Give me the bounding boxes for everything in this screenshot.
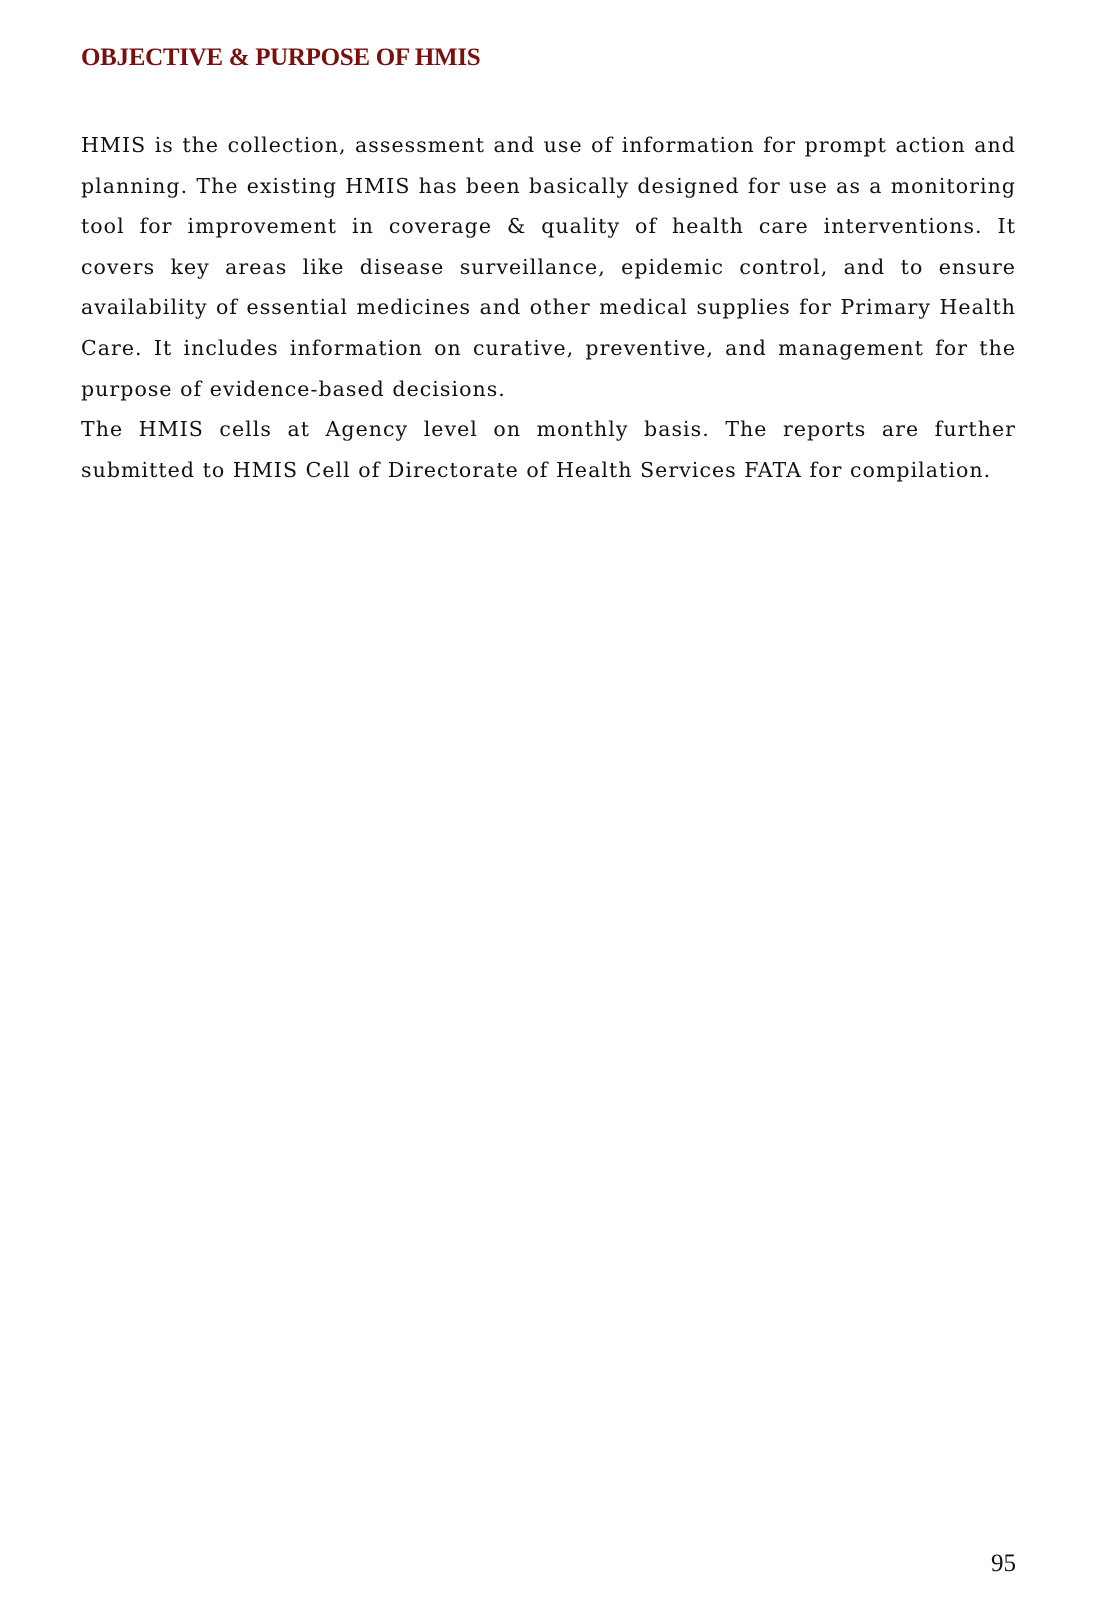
section-heading: OBJECTIVE & PURPOSE OF HMIS xyxy=(81,44,481,71)
body-text xyxy=(81,125,1016,490)
paragraph-hmis-reporting: The HMIS cells at Agency level on monthly basis. The reports are further submitted to HMIS Cell of Directorate of Health Services FATA for compilation. xyxy=(81,417,1016,482)
page-number: 95 xyxy=(991,1550,1016,1577)
paragraph-hmis-definition: HMIS is the collection, assessment and use of information for prompt action and planning. The existing HMIS has been basically designed for use as a monitoring tool for improvement in coverage & quality of health care interventions. It covers key areas like disease surveillance, epidemic control, and to ensure availability of essential medicines and other medical supplies for Primary Health Care. It includes information on curative, preventive, and management for the purpose of evidence-based decisions. xyxy=(81,133,1016,401)
